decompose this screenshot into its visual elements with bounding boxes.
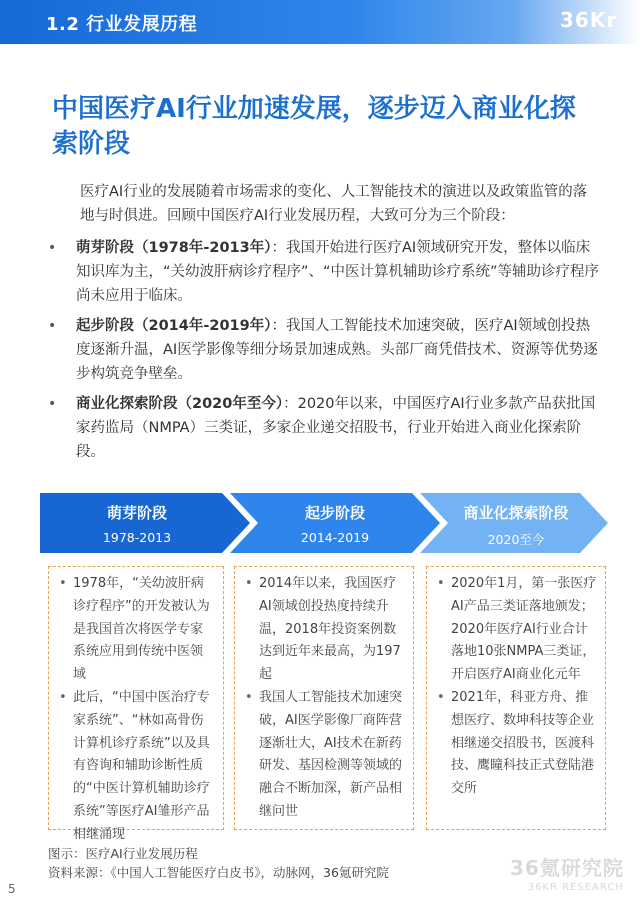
timeline [40, 493, 610, 553]
figure-title: 图示：医疗AI行业发展历程 [48, 846, 198, 861]
card-item-text: 1978年，“关幼波肝病诊疗程序”的开发被认为是我国首次将医学专家系统应用到传统中医领域 [73, 576, 210, 683]
card-item [59, 573, 215, 687]
card-item [245, 573, 405, 687]
intro-paragraph: 医疗AI行业的发展随着市场需求的变化、人工智能技术的演进以及政策监管的落地与时俱进。回顾中国医疗AI行业发展历程，大致可分为三个阶段： [80, 184, 588, 224]
card-item [437, 573, 597, 687]
card-item [245, 687, 405, 824]
stage-card-3 [426, 566, 606, 830]
header [0, 0, 640, 44]
section-title: 1.2 行业发展历程 [46, 14, 198, 35]
stage-name: 商业化探索阶段 [463, 504, 569, 522]
card-item [59, 687, 215, 847]
bullet-dot-icon: • [245, 689, 253, 705]
bullet-dot-icon: • [48, 318, 57, 334]
timeline-stage-3 [426, 493, 606, 553]
card-item-text: 此后，“中国中医治疗专家系统”、“林如高骨伤计算机诊疗系统”以及具有咨询和辅助诊断性质的“中医计算机辅助诊疗系统”等医疗AI雏形产品相继涌现 [73, 689, 210, 842]
bullet-text: ：2020年以来，中国医疗AI行业多款产品获批国家药监局（NMPA）三类证，多家企业递交招股书，行业开始进入商业化探索阶段。 [76, 396, 596, 460]
page-number: 5 [8, 882, 16, 896]
card-item-text: 2021年，科亚方舟、推想医疗、数坤科技等企业相继递交招股书，医渡科技、鹰瞳科技正式登陆港交所 [451, 689, 595, 797]
watermark [510, 852, 624, 893]
stage-years: 1978-2013 [102, 530, 172, 545]
bullet-dot-icon: • [48, 240, 57, 256]
bullet-item [44, 236, 600, 308]
bullet-item [44, 314, 600, 386]
bullet-dot-icon: • [59, 689, 67, 705]
bullet-dot-icon: • [437, 576, 445, 591]
watermark-line-2: 36KR RESEARCH [527, 882, 624, 893]
bullet-text: ：我国人工智能技术加速突破，医疗AI领域创投热度逐渐升温，AI医学影像等细分场景加速成熟。头部厂商凭借技术、资源等优势逐步构筑竞争壁垒。 [76, 318, 598, 382]
page-headline: 中国医疗AI行业加速发展，逐步迈入商业化探索阶段 [52, 94, 576, 159]
stage-years: 2014-2019 [300, 530, 370, 545]
stage-name: 萌芽阶段 [106, 504, 167, 522]
card-item-text: 2020年1月，第一张医疗AI产品三类证落地颁发；2020年医疗AI行业合计落地10张NMPA三类证，开启医疗AI商业化元年 [451, 576, 597, 683]
bullet-item [44, 392, 600, 464]
bullet-term: 起步阶段（2014年-2019年） [76, 318, 272, 334]
card-item-text: 2014年以来，我国医疗AI领域创投热度持续升温，2018年投资案例数达到近年来最高，为197起 [259, 576, 401, 683]
bullet-term: 商业化探索阶段（2020年至今） [76, 396, 284, 412]
stage-bullet-list [44, 236, 600, 470]
figure-source: 资料来源：《中国人工智能医疗白皮书》，动脉网，36氪研究院 [48, 865, 389, 880]
stage-years: 2020至今 [487, 532, 545, 547]
bullet-dot-icon: • [59, 576, 67, 591]
watermark-line-1: 36氪研究院 [510, 856, 624, 880]
stage-card-2 [234, 566, 414, 830]
bullet-dot-icon: • [48, 396, 57, 412]
figure-caption [48, 844, 389, 882]
timeline-stage-2 [250, 493, 420, 553]
card-item-text: 我国人工智能技术加速突破，AI医学影像厂商阵营逐渐壮大，AI技术在新药研发、基因检测等领域的融合不断加深，新产品相继问世 [259, 689, 403, 819]
bullet-dot-icon: • [245, 576, 253, 591]
timeline-stage-1 [52, 493, 222, 553]
logo [560, 6, 640, 44]
stage-card-1 [48, 566, 224, 842]
stage-name: 起步阶段 [304, 504, 365, 522]
bullet-text: ：我国开始进行医疗AI领域研究开发，整体以临床知识库为主，“关幼波肝病诊疗程序”、“中医计算机辅助诊疗系统”等辅助诊疗程序尚未应用于临床。 [76, 240, 600, 304]
bullet-term: 萌芽阶段（1978年-2013年） [76, 240, 272, 256]
logo-text: 36Kr [560, 8, 618, 32]
card-item [437, 687, 597, 801]
stage-cards [48, 566, 612, 842]
bullet-dot-icon: • [437, 689, 445, 705]
